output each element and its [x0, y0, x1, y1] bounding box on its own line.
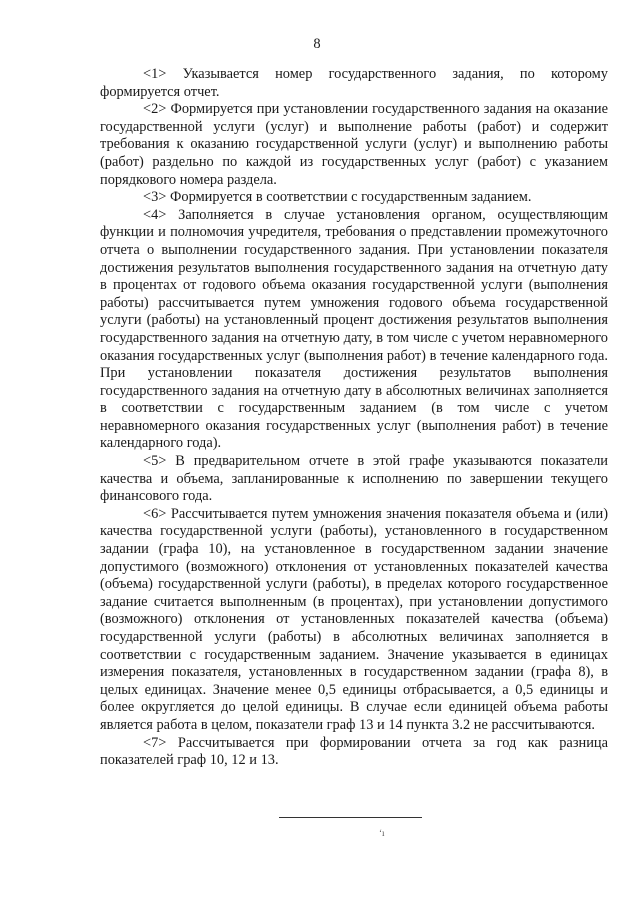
end-separator-line [279, 817, 422, 818]
footnote-2: <2> Формируется при установлении государственного задания на оказание государственной услуги (услуг) и выполнение работы (работ) и содержит требования к оказанию государственной услуги (услуг) и выполнению работы (работ) раздельно по каждой из государственных услуг (работ) с указанием порядкового номера раздела. [100, 101, 608, 188]
stray-mark: ʻı [379, 828, 385, 838]
footnote-3: <3> Формируется в соответствии с государственным заданием. [143, 189, 532, 206]
footnote-6: <6> Рассчитывается путем умножения значения показателя объема и (или) качества государственной услуги (работы), установленного в государственном задании (графа 10), на установленное в государственном задании значение допустимого (возможного) отклонения от установленных показателей качества (объема) государственной услуги (работы), в пределах которого государственное задание считается выполненным (в процентах), при установлении допустимого (возможного) отклонения от установленных показателей качества (объема) государственной услуги (работы) в абсолютных величинах заполняется в соответствии с государственным заданием. Значение указывается в единицах измерения показателя, установленных в государственном задании (графа 8), в целых единицах. Значение менее 0,5 единицы отбрасывается, а 0,5 единицы и более округляется до целой единицы. В случае если единицей объема работы является работа в целом, показатели граф 13 и 14 пункта 3.2 не рассчитываются. [100, 505, 608, 733]
footnotes-block [100, 66, 608, 770]
footnote-7: <7> Рассчитывается при формировании отчета за год как разница показателей граф 10, 12 и 13. [100, 734, 608, 769]
footnote-1: <1> Указывается номер государственного задания, по которому формируется отчет. [100, 66, 608, 100]
footnote-5: <5> В предварительном отчете в этой графе указываются показатели качества и объема, запланированные к исполнению по завершении текущего финансового года. [100, 453, 608, 505]
page-number: 8 [313, 36, 321, 52]
footnote-4: <4> Заполняется в случае установления органом, осуществляющим функции и полномочия учредителя, требования о представлении промежуточного отчета о выполнении государственного задания. При установлении показателя достижения результатов выполнения государственного задания на отчетную дату в процентах от годового объема оказания государственной услуги (выполнения работы) рассчитывается путем умножения годового объема государственной услуги (работы) на установленный процент достижения результатов выполнения государственного задания на отчетную дату, в том числе с учетом неравномерного оказания государственных услуг (выполнения работ) в течение календарного года. При установлении показателя достижения результатов выполнения государственного задания на отчетную дату в абсолютных величинах заполняется в соответствии с государственным заданием (в том числе с учетом неравномерного оказания государственных услуг (выполнения работ) в течение календарного года). [100, 206, 608, 452]
